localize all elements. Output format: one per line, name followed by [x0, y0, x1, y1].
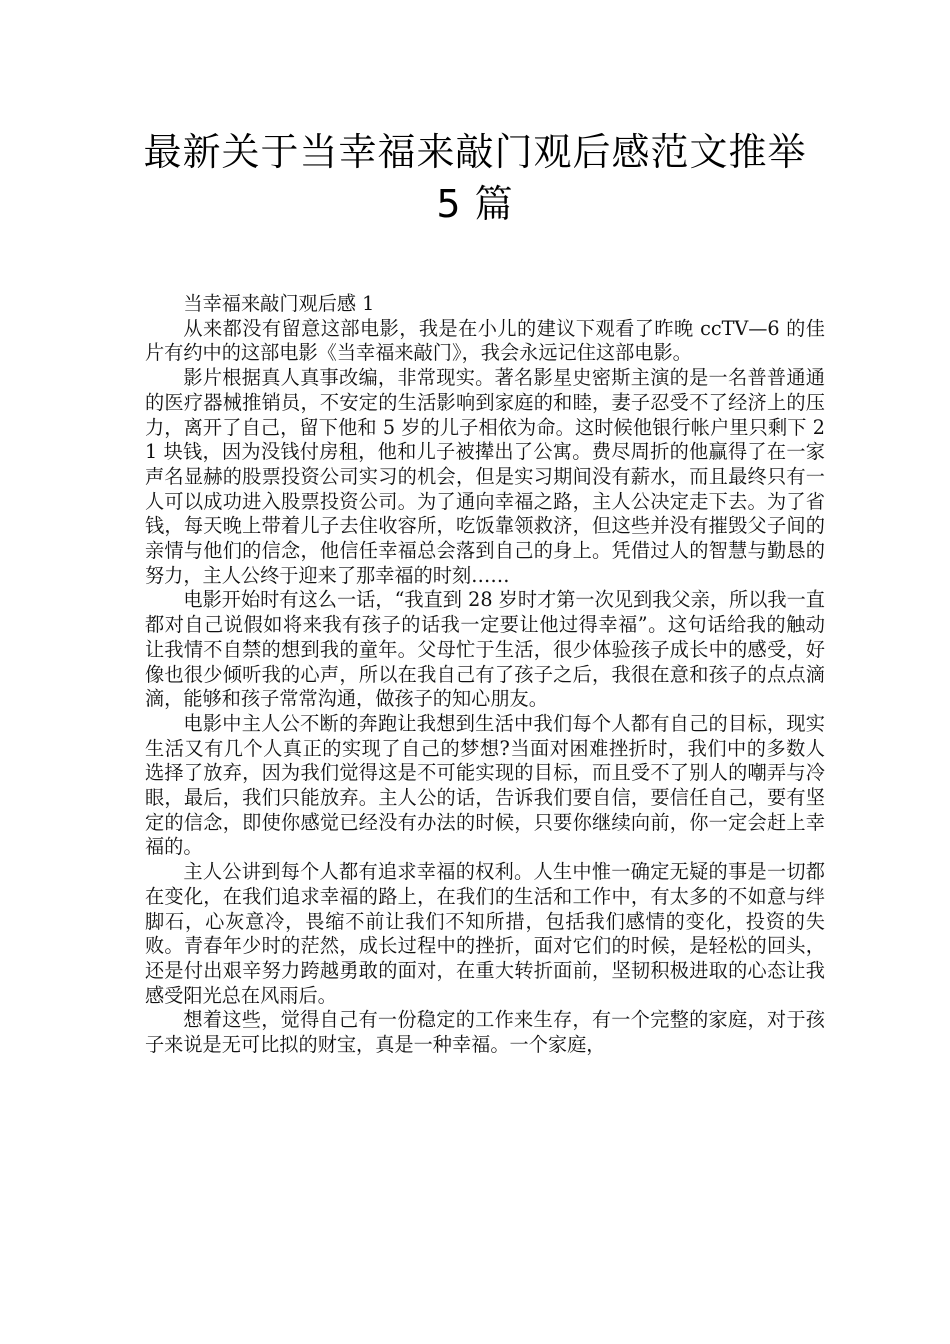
- paragraph-1: 从来都没有留意这部电影，我是在小儿的建议下观看了昨晚 ccTV—6 的佳片有约中的这部电影《当幸福来敲门》，我会永远记住这部电影。: [145, 316, 825, 365]
- paragraph-3: 电影开始时有这么一话，“我直到 28 岁时才第一次见到我父亲，所以我一直都对自己说假如将来我有孩子的话我一定要让他过得幸福”。这句话给我的触动让我情不自禁的想到我的童年。父母忙于生活，很少体验孩子成长中的感受，好像也很少倾听我的心声，所以在我自己有了孩子之后，我很在意和孩子的点点滴滴，能够和孩子常常沟通，做孩子的知心朋友。: [145, 588, 825, 711]
- paragraph-5: 主人公讲到每个人都有追求幸福的权利。人生中惟一确定无疑的事是一切都在变化，在我们追求幸福的路上，在我们的生活和工作中，有太多的不如意与绊脚石，心灰意冷，畏缩不前让我们不知所措，包括我们感情的变化，投资的失败。青春年少时的茫然，成长过程中的挫折，面对它们的时候，是轻松的回头，还是付出艰辛努力跨越勇敢的面对，在重大转折面前，坚韧积极进取的心态让我感受阳光总在风雨后。: [145, 860, 825, 1007]
- title-line-1: 最新关于当幸福来敲门观后感范文推举: [143, 130, 807, 174]
- document-title: [0, 126, 950, 230]
- paragraph-2: 影片根据真人真事改编，非常现实。著名影星史密斯主演的是一名普普通通的医疗器械推销员，不安定的生活影响到家庭的和睦，妻子忍受不了经济上的压力，离开了自己，留下他和 5 岁的儿子相依为命。这时候他银行帐户里只剩下 21 块钱，因为没钱付房租，他和儿子被撵出了公寓。费尽周折的他赢得了在一家声名显赫的股票投资公司实习的机会，但是实习期间没有薪水，而且最终只有一人可以成功进入股票投资公司。为了通向幸福之路，主人公决定走下去。为了省钱，每天晚上带着儿子去住收容所，吃饭靠领救济，但这些并没有摧毁父子间的亲情与他们的信念，他信任幸福总会落到自己的身上。凭借过人的智慧与勤恳的努力，主人公终于迎来了那幸福的时刻……: [145, 366, 825, 587]
- title-line-2: 5 篇: [436, 182, 514, 226]
- paragraph-6: 想着这些，觉得自己有一份稳定的工作来生存，有一个完整的家庭，对于孩子来说是无可比拟的财宝，真是一种幸福。一个家庭，: [145, 1008, 825, 1057]
- section-heading: 当幸福来敲门观后感 1: [183, 292, 375, 315]
- paragraph-4: 电影中主人公不断的奔跑让我想到生活中我们每个人都有自己的目标，现实生活又有几个人真正的实现了自己的梦想?当面对困难挫折时，我们中的多数人选择了放弃，因为我们觉得这是不可能实现的目标，而且受不了别人的嘲弄与冷眼，最后，我们只能放弃。主人公的话，告诉我们要自信，要信任自己，要有坚定的信念，即使你感觉已经没有办法的时候，只要你继续向前，你一定会赶上幸福的。: [145, 711, 825, 859]
- document-body: [145, 292, 825, 1058]
